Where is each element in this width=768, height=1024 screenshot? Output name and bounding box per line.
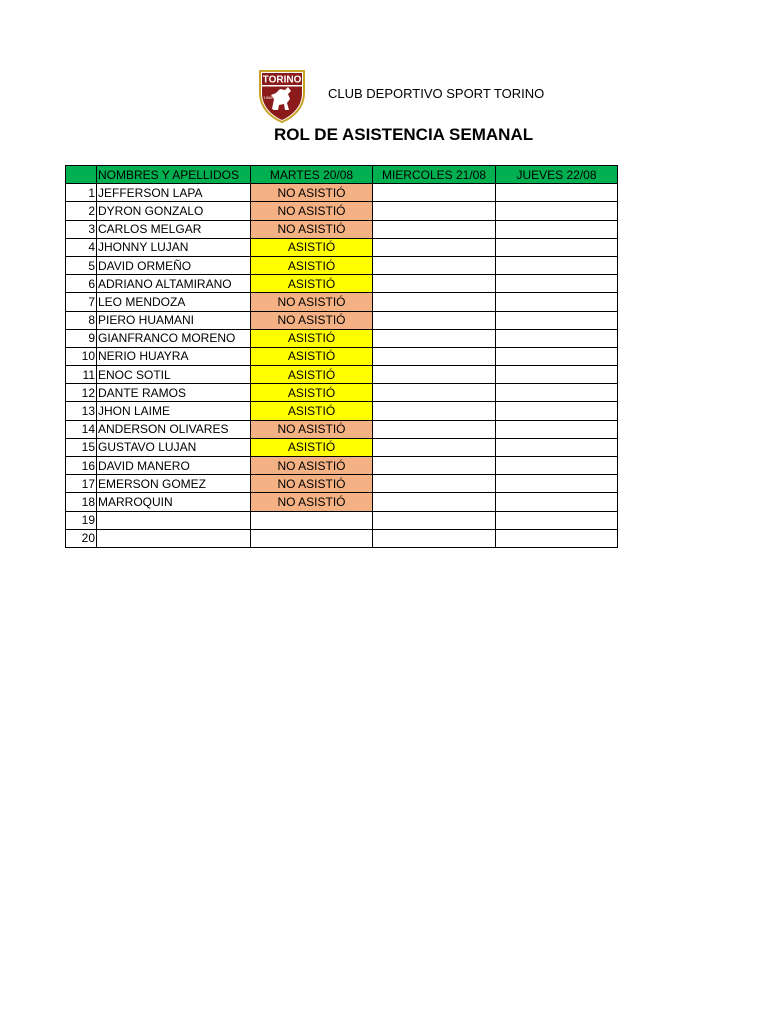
table-row <box>66 256 618 274</box>
row-number-cell[interactable]: 18 <box>66 493 97 511</box>
table-row <box>66 366 618 384</box>
row-number-cell[interactable]: 7 <box>66 293 97 311</box>
col-header-jueves[interactable]: JUEVES 22/08 <box>496 166 618 184</box>
torino-bull-crest-icon <box>254 69 310 123</box>
martes-status-cell[interactable] <box>251 529 373 547</box>
table-row <box>66 420 618 438</box>
row-number-cell[interactable]: 2 <box>66 202 97 220</box>
table-row <box>66 529 618 547</box>
row-number-cell[interactable]: 15 <box>66 438 97 456</box>
row-number-cell[interactable]: 20 <box>66 529 97 547</box>
table-row <box>66 238 618 256</box>
table-header-row <box>66 166 618 184</box>
row-number-cell[interactable]: 13 <box>66 402 97 420</box>
table-row <box>66 438 618 456</box>
table-row <box>66 347 618 365</box>
col-header-miercoles[interactable]: MIERCOLES 21/08 <box>373 166 496 184</box>
martes-status-cell[interactable]: NO ASISTIÓ <box>251 457 373 475</box>
row-number-cell[interactable]: 17 <box>66 475 97 493</box>
player-name-cell[interactable]: JHON LAIME <box>97 402 251 420</box>
miercoles-status-cell[interactable] <box>373 256 496 274</box>
row-number-cell[interactable]: 10 <box>66 347 97 365</box>
player-name-cell[interactable]: CARLOS MELGAR <box>97 220 251 238</box>
table-row <box>66 293 618 311</box>
miercoles-status-cell[interactable] <box>373 202 496 220</box>
row-number-cell[interactable]: 19 <box>66 511 97 529</box>
player-name-cell[interactable] <box>97 511 251 529</box>
player-name-cell[interactable]: LEO MENDOZA <box>97 293 251 311</box>
player-name-cell[interactable]: GIANFRANCO MORENO <box>97 329 251 347</box>
player-name-cell[interactable]: DYRON GONZALO <box>97 202 251 220</box>
jueves-status-cell[interactable] <box>496 238 618 256</box>
jueves-status-cell[interactable] <box>496 202 618 220</box>
jueves-status-cell[interactable] <box>496 329 618 347</box>
martes-status-cell[interactable]: NO ASISTIÓ <box>251 493 373 511</box>
martes-status-cell[interactable]: ASISTIÓ <box>251 329 373 347</box>
row-number-cell[interactable]: 5 <box>66 256 97 274</box>
club-logo <box>254 69 310 123</box>
table-row <box>66 457 618 475</box>
miercoles-status-cell[interactable] <box>373 347 496 365</box>
player-name-cell[interactable]: NERIO HUAYRA <box>97 347 251 365</box>
row-number-cell[interactable]: 1 <box>66 184 97 202</box>
miercoles-status-cell[interactable] <box>373 402 496 420</box>
table-row <box>66 329 618 347</box>
row-number-cell[interactable]: 6 <box>66 275 97 293</box>
row-number-cell[interactable]: 8 <box>66 311 97 329</box>
martes-status-cell[interactable]: ASISTIÓ <box>251 384 373 402</box>
miercoles-status-cell[interactable] <box>373 438 496 456</box>
martes-status-cell[interactable]: NO ASISTIÓ <box>251 475 373 493</box>
jueves-status-cell[interactable] <box>496 438 618 456</box>
player-name-cell[interactable]: GUSTAVO LUJAN <box>97 438 251 456</box>
jueves-status-cell[interactable] <box>496 184 618 202</box>
player-name-cell[interactable]: EMERSON GOMEZ <box>97 475 251 493</box>
martes-status-cell[interactable]: NO ASISTIÓ <box>251 220 373 238</box>
player-name-cell[interactable]: JHONNY LUJAN <box>97 238 251 256</box>
miercoles-status-cell[interactable] <box>373 493 496 511</box>
martes-status-cell[interactable]: ASISTIÓ <box>251 438 373 456</box>
jueves-status-cell[interactable] <box>496 511 618 529</box>
table-row <box>66 220 618 238</box>
miercoles-status-cell[interactable] <box>373 511 496 529</box>
miercoles-status-cell[interactable] <box>373 366 496 384</box>
col-header-martes[interactable]: MARTES 20/08 <box>251 166 373 184</box>
svg-text:1906: 1906 <box>263 95 273 100</box>
row-number-cell[interactable]: 14 <box>66 420 97 438</box>
martes-status-cell[interactable] <box>251 511 373 529</box>
jueves-status-cell[interactable] <box>496 366 618 384</box>
player-name-cell[interactable]: JEFFERSON LAPA <box>97 184 251 202</box>
martes-status-cell[interactable]: NO ASISTIÓ <box>251 184 373 202</box>
miercoles-status-cell[interactable] <box>373 311 496 329</box>
player-name-cell[interactable]: DANTE RAMOS <box>97 384 251 402</box>
row-number-cell[interactable]: 4 <box>66 238 97 256</box>
miercoles-status-cell[interactable] <box>373 457 496 475</box>
attendance-table <box>65 165 618 548</box>
jueves-status-cell[interactable] <box>496 420 618 438</box>
row-number-cell[interactable]: 11 <box>66 366 97 384</box>
player-name-cell[interactable]: DAVID ORMEÑO <box>97 256 251 274</box>
jueves-status-cell[interactable] <box>496 402 618 420</box>
row-number-cell[interactable]: 12 <box>66 384 97 402</box>
miercoles-status-cell[interactable] <box>373 184 496 202</box>
table-row <box>66 511 618 529</box>
row-number-cell[interactable]: 3 <box>66 220 97 238</box>
table-row <box>66 384 618 402</box>
jueves-status-cell[interactable] <box>496 293 618 311</box>
miercoles-status-cell[interactable] <box>373 275 496 293</box>
martes-status-cell[interactable]: NO ASISTIÓ <box>251 202 373 220</box>
jueves-status-cell[interactable] <box>496 256 618 274</box>
jueves-status-cell[interactable] <box>496 493 618 511</box>
club-name: CLUB DEPORTIVO SPORT TORINO <box>328 86 545 101</box>
jueves-status-cell[interactable] <box>496 529 618 547</box>
jueves-status-cell[interactable] <box>496 347 618 365</box>
row-number-cell[interactable]: 9 <box>66 329 97 347</box>
martes-status-cell[interactable]: NO ASISTIÓ <box>251 420 373 438</box>
miercoles-status-cell[interactable] <box>373 420 496 438</box>
svg-text:TORINO: TORINO <box>262 74 302 86</box>
jueves-status-cell[interactable] <box>496 275 618 293</box>
table-row <box>66 475 618 493</box>
table-row <box>66 311 618 329</box>
miercoles-status-cell[interactable] <box>373 384 496 402</box>
jueves-status-cell[interactable] <box>496 311 618 329</box>
col-header-names[interactable]: NOMBRES Y APELLIDOS <box>97 166 251 184</box>
martes-status-cell[interactable]: ASISTIÓ <box>251 238 373 256</box>
miercoles-status-cell[interactable] <box>373 220 496 238</box>
miercoles-status-cell[interactable] <box>373 529 496 547</box>
player-name-cell[interactable]: ENOC SOTIL <box>97 366 251 384</box>
table-row <box>66 275 618 293</box>
player-name-cell[interactable]: ADRIANO ALTAMIRANO <box>97 275 251 293</box>
player-name-cell[interactable]: MARROQUIN <box>97 493 251 511</box>
player-name-cell[interactable]: ANDERSON OLIVARES <box>97 420 251 438</box>
table-row <box>66 402 618 420</box>
miercoles-status-cell[interactable] <box>373 329 496 347</box>
martes-status-cell[interactable]: ASISTIÓ <box>251 256 373 274</box>
martes-status-cell[interactable]: NO ASISTIÓ <box>251 293 373 311</box>
jueves-status-cell[interactable] <box>496 475 618 493</box>
row-number-cell[interactable]: 16 <box>66 457 97 475</box>
page-title: ROL DE ASISTENCIA SEMANAL <box>274 125 534 144</box>
miercoles-status-cell[interactable] <box>373 475 496 493</box>
table-row <box>66 202 618 220</box>
miercoles-status-cell[interactable] <box>373 293 496 311</box>
martes-status-cell[interactable]: ASISTIÓ <box>251 275 373 293</box>
jueves-status-cell[interactable] <box>496 457 618 475</box>
player-name-cell[interactable]: PIERO HUAMANI <box>97 311 251 329</box>
table-row <box>66 184 618 202</box>
table-row <box>66 493 618 511</box>
jueves-status-cell[interactable] <box>496 220 618 238</box>
martes-status-cell[interactable]: ASISTIÓ <box>251 347 373 365</box>
col-header-number[interactable] <box>66 166 97 184</box>
jueves-status-cell[interactable] <box>496 384 618 402</box>
martes-status-cell[interactable]: ASISTIÓ <box>251 402 373 420</box>
martes-status-cell[interactable]: ASISTIÓ <box>251 366 373 384</box>
miercoles-status-cell[interactable] <box>373 238 496 256</box>
martes-status-cell[interactable]: NO ASISTIÓ <box>251 311 373 329</box>
table-body <box>66 184 618 548</box>
player-name-cell[interactable] <box>97 529 251 547</box>
player-name-cell[interactable]: DAVID MANERO <box>97 457 251 475</box>
